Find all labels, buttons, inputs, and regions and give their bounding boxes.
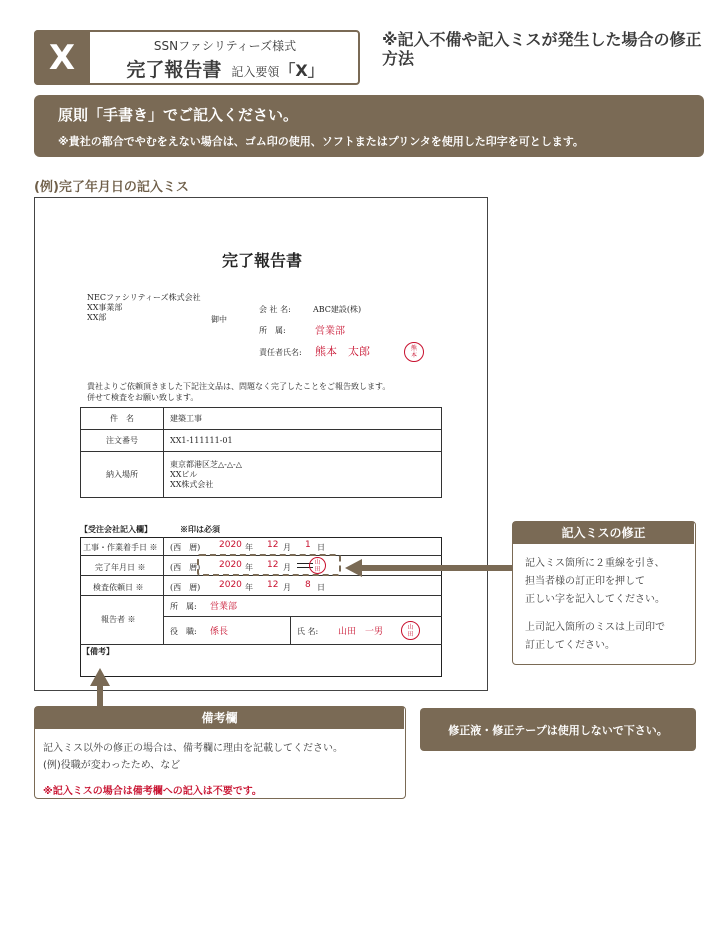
- form-letter-badge: X: [34, 30, 90, 85]
- dept-value: 営業部: [315, 326, 345, 337]
- onchu-text: 御中: [211, 315, 227, 324]
- inspection-month: 12: [267, 580, 279, 590]
- completion-date-label: 完了年月日 ※: [95, 563, 146, 572]
- start-month: 12: [267, 540, 279, 550]
- correction-callout-body: 記入ミス箇所に２重線を引き、 担当者様の訂正印を押して 正しい字を記入してください。 上司記入箇所のミスは上司印で 訂正してください。: [525, 558, 665, 651]
- recipient-division: XX事業部: [87, 303, 123, 312]
- correction-heading: ※記入不備や記入ミスが発生した場合の修正方法: [382, 30, 702, 68]
- start-day: 1: [305, 540, 311, 550]
- no-correction-tape-notice: 修正液・修正テープは使用しないで下さい。: [420, 708, 696, 751]
- reporter-role: 係長: [210, 627, 229, 637]
- remarks-callout: [34, 706, 406, 799]
- arrow-to-mistake-shaft: [362, 565, 512, 571]
- form-title-main: 完了報告書: [126, 59, 222, 81]
- correction-callout: [512, 521, 696, 665]
- arrow-to-remarks: [90, 668, 110, 686]
- reporter-seal: 山 田: [401, 621, 420, 640]
- document-title: 完了報告書: [221, 251, 302, 270]
- form-title-suffix: 記入要領: [231, 65, 280, 79]
- person-seal: 熊 本: [404, 342, 424, 362]
- table-row: 納入場所 東京都港区芝△-△-△ XXビル XX株式会社: [81, 452, 442, 498]
- correction-seal: 山 田: [309, 557, 326, 574]
- remarks-callout-title: 備考欄: [35, 707, 404, 729]
- inspection-date-label: 検査依頼日 ※: [93, 583, 144, 592]
- example-label: (例)完了年月日の記入ミス: [34, 180, 189, 195]
- section-note: ※印は必須: [180, 524, 220, 534]
- remarks-callout-body: 記入ミス以外の修正の場合は、備考欄に理由を記載してください。 (例)役職が変わったため、など: [43, 743, 343, 771]
- inspection-year: 2020: [219, 580, 242, 590]
- section-label: 【受注会社記入欄】: [80, 524, 152, 534]
- dept-label: 所 属:: [259, 326, 286, 335]
- banner-note-text: ※貴社の都合でやむをえない場合は、ゴム印の使用、ソフトまたはプリンタを使用した印字を可とします。: [58, 135, 584, 148]
- completion-year: 2020: [219, 560, 242, 570]
- remarks-label: 【備考】: [82, 646, 114, 656]
- reporter-label: 報告者 ※: [101, 615, 136, 624]
- arrow-to-remarks-shaft: [97, 686, 103, 706]
- table-row: 注文番号 XX1-111111-01: [81, 430, 442, 452]
- remarks-red-note: ※記入ミスの場合は備考欄への記入は不要です。: [43, 786, 262, 797]
- reporter-dept: 営業部: [210, 602, 238, 612]
- recipient-dept: XX部: [87, 313, 107, 322]
- arrow-to-mistake: [345, 559, 362, 577]
- correction-callout-title: 記入ミスの修正: [513, 522, 694, 544]
- person-label: 責任者氏名:: [259, 348, 302, 357]
- start-date-label: 工事・作業着手日 ※: [83, 543, 158, 552]
- company-label: 会 社 名:: [259, 305, 291, 314]
- reporter-name: 山田 一男: [338, 627, 384, 637]
- report-message: 貴社よりご依頼頂きました下記注文品は、問題なく完了したことをご報告致します。 併せて検査をお願い致します。: [87, 382, 391, 402]
- person-value: 熊本 太郎: [315, 345, 370, 358]
- start-year: 2020: [219, 540, 242, 550]
- table-row: 件 名 建築工事: [81, 408, 442, 430]
- completion-month: 12: [267, 560, 279, 570]
- sample-report-document: 完了報告書 NECファシリティーズ株式会社 XX事業部 XX部 御中 会 社 名: ABC建設(株) 所 属: 営業部 責任者氏名: 熊本 太郎 熊 本 貴社よりご依頼頂きました下記注文品は、問題なく完了したことをご報告致します。 併せて検査をお願い致します。 件 名 建築工事 注文番号 XX1-111111-01 納入場所 東京都港区芝△-△-△ XXビル XX株式会社 【受注会社記入欄】 ※印は必須 工事・作業着手日 ※ (西 暦) 2020 年 12 月 1 日 完了年月日 ※ (西 暦) 2020 年 12 月 山 田 検査依頼日 ※ (西 暦) 2020 年 12 月 8 日 報告者 ※ 所 属: 営業部 役 職: 係長 氏 名: 山田 一男 山 田 【備考】: [34, 197, 488, 691]
- banner-main-text: 原則「手書き」でご記入ください。: [58, 106, 299, 124]
- inspection-day: 8: [305, 580, 311, 590]
- company-value: ABC建設(株): [313, 305, 362, 314]
- recipient-company: NECファシリティーズ株式会社: [87, 293, 201, 302]
- form-subtitle: SSNファシリティーズ様式: [153, 39, 297, 53]
- form-title-code: 「X」: [279, 61, 324, 80]
